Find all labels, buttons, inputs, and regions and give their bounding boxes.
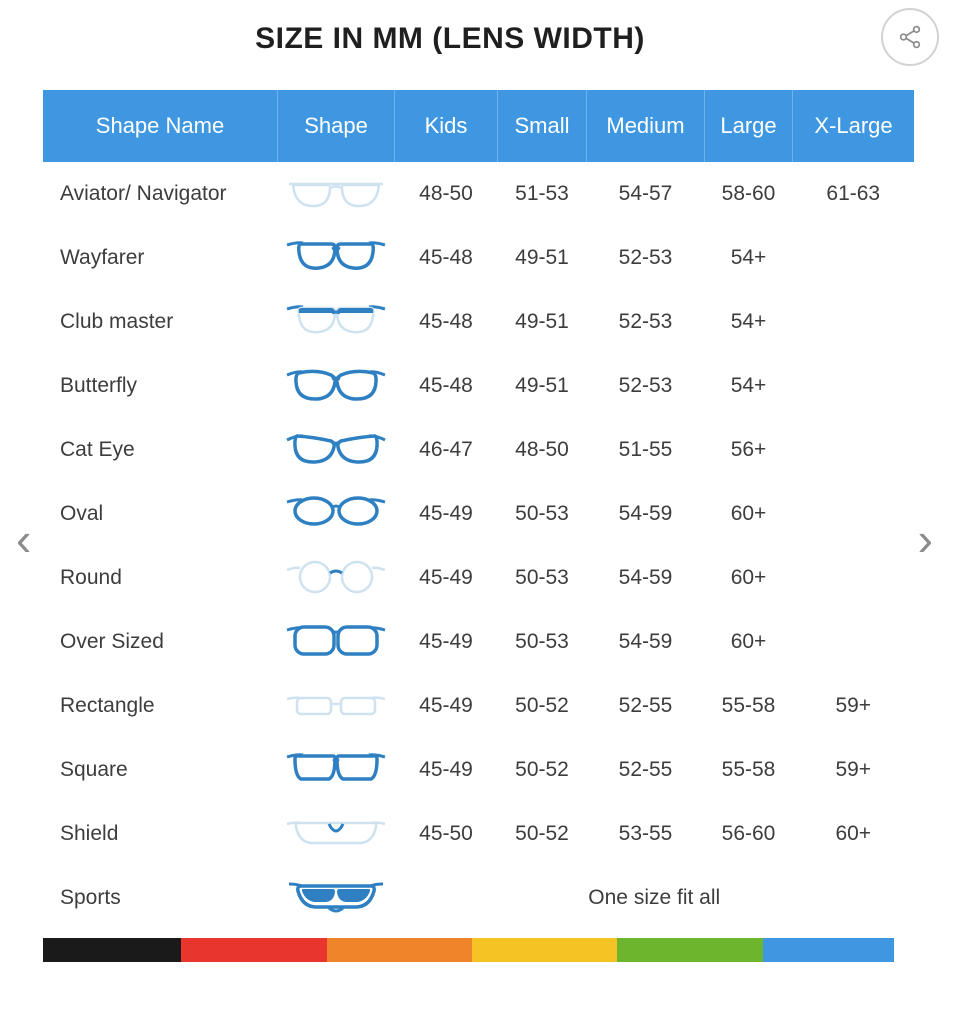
table-row <box>43 418 914 482</box>
row-shape-name: Aviator/ Navigator <box>43 162 278 226</box>
row-large: 60+ <box>705 546 793 610</box>
header-small: Small <box>498 90 587 162</box>
row-shape-name: Cat Eye <box>43 418 278 482</box>
row-large: 54+ <box>705 226 793 290</box>
header-xlarge: X-Large <box>793 90 915 162</box>
oversized-glasses-icon <box>278 610 395 674</box>
row-medium: 52-53 <box>587 354 705 418</box>
cateye-glasses-icon <box>278 418 395 482</box>
row-large: 56-60 <box>705 802 793 866</box>
row-xlarge <box>793 290 915 354</box>
row-large: 54+ <box>705 354 793 418</box>
row-kids: 45-48 <box>395 290 498 354</box>
header-shape: Shape <box>278 90 395 162</box>
row-xlarge <box>793 546 915 610</box>
row-xlarge: 61-63 <box>793 162 915 226</box>
row-xlarge <box>793 418 915 482</box>
shield-glasses-icon <box>278 802 395 866</box>
row-kids: 46-47 <box>395 418 498 482</box>
row-xlarge: 59+ <box>793 674 915 738</box>
colorbar-segment-black <box>43 938 181 962</box>
table-header-row <box>43 90 914 162</box>
row-medium: 54-59 <box>587 610 705 674</box>
row-medium: 54-59 <box>587 482 705 546</box>
row-medium: 54-59 <box>587 546 705 610</box>
row-xlarge: 59+ <box>793 738 915 802</box>
row-large: 55-58 <box>705 738 793 802</box>
row-small: 50-53 <box>498 482 587 546</box>
row-small: 48-50 <box>498 418 587 482</box>
table-row <box>43 162 914 226</box>
table-row <box>43 546 914 610</box>
table-row <box>43 674 914 738</box>
row-large: 60+ <box>705 610 793 674</box>
table-row <box>43 738 914 802</box>
row-kids: 45-49 <box>395 610 498 674</box>
row-medium: 52-53 <box>587 290 705 354</box>
row-small: 49-51 <box>498 354 587 418</box>
row-large: 60+ <box>705 482 793 546</box>
row-xlarge <box>793 354 915 418</box>
row-medium: 51-55 <box>587 418 705 482</box>
row-small: 51-53 <box>498 162 587 226</box>
row-shape-name: Oval <box>43 482 278 546</box>
row-large: 58-60 <box>705 162 793 226</box>
row-small: 50-52 <box>498 738 587 802</box>
sports-glasses-icon <box>278 866 395 930</box>
size-table-wrapper <box>43 90 894 930</box>
butterfly-glasses-icon <box>278 354 395 418</box>
row-xlarge <box>793 226 915 290</box>
colorbar-segment-blue <box>763 938 894 962</box>
row-shape-name: Round <box>43 546 278 610</box>
table-row <box>43 866 914 930</box>
colorbar-segment-green <box>617 938 763 962</box>
row-small: 50-53 <box>498 546 587 610</box>
row-small: 49-51 <box>498 290 587 354</box>
aviator-glasses-icon <box>278 162 395 226</box>
round-glasses-icon <box>278 546 395 610</box>
row-small: 50-52 <box>498 674 587 738</box>
row-large: 54+ <box>705 290 793 354</box>
row-kids: 45-49 <box>395 674 498 738</box>
row-medium: 53-55 <box>587 802 705 866</box>
row-shape-name: Wayfarer <box>43 226 278 290</box>
row-small: 50-53 <box>498 610 587 674</box>
row-shape-name: Club master <box>43 290 278 354</box>
row-kids: 45-48 <box>395 354 498 418</box>
row-kids: 45-49 <box>395 546 498 610</box>
row-note: One size fit all <box>395 866 915 930</box>
wayfarer-glasses-icon <box>278 226 395 290</box>
header-kids: Kids <box>395 90 498 162</box>
row-shape-name: Shield <box>43 802 278 866</box>
table-row <box>43 226 914 290</box>
row-kids: 48-50 <box>395 162 498 226</box>
next-arrow[interactable]: › <box>917 513 933 565</box>
row-shape-name: Butterfly <box>43 354 278 418</box>
row-medium: 52-55 <box>587 674 705 738</box>
page-title: SIZE IN MM (LENS WIDTH) <box>255 22 645 55</box>
row-medium: 52-53 <box>587 226 705 290</box>
row-shape-name: Over Sized <box>43 610 278 674</box>
colorbar-segment-orange <box>327 938 472 962</box>
row-medium: 52-55 <box>587 738 705 802</box>
prev-arrow[interactable]: ‹ <box>16 513 32 565</box>
oval-glasses-icon <box>278 482 395 546</box>
row-xlarge: 60+ <box>793 802 915 866</box>
header-shape-name: Shape Name <box>43 90 278 162</box>
row-xlarge <box>793 610 915 674</box>
table-row <box>43 802 914 866</box>
colorbar-segment-red <box>181 938 327 962</box>
row-kids: 45-50 <box>395 802 498 866</box>
row-medium: 54-57 <box>587 162 705 226</box>
colorbar-segment-yellow <box>472 938 617 962</box>
row-kids: 45-49 <box>395 482 498 546</box>
color-bar <box>43 938 894 962</box>
row-small: 49-51 <box>498 226 587 290</box>
clubmaster-glasses-icon <box>278 290 395 354</box>
row-small: 50-52 <box>498 802 587 866</box>
share-icon <box>897 24 923 50</box>
table-row <box>43 354 914 418</box>
row-large: 55-58 <box>705 674 793 738</box>
square-glasses-icon <box>278 738 395 802</box>
header-large: Large <box>705 90 793 162</box>
table-row <box>43 482 914 546</box>
row-kids: 45-48 <box>395 226 498 290</box>
row-kids: 45-49 <box>395 738 498 802</box>
row-xlarge <box>793 482 915 546</box>
row-shape-name: Rectangle <box>43 674 278 738</box>
row-large: 56+ <box>705 418 793 482</box>
row-shape-name: Square <box>43 738 278 802</box>
table-row <box>43 290 914 354</box>
table-row <box>43 610 914 674</box>
row-shape-name: Sports <box>43 866 278 930</box>
rectangle-glasses-icon <box>278 674 395 738</box>
header-medium: Medium <box>587 90 705 162</box>
size-table <box>43 90 914 930</box>
